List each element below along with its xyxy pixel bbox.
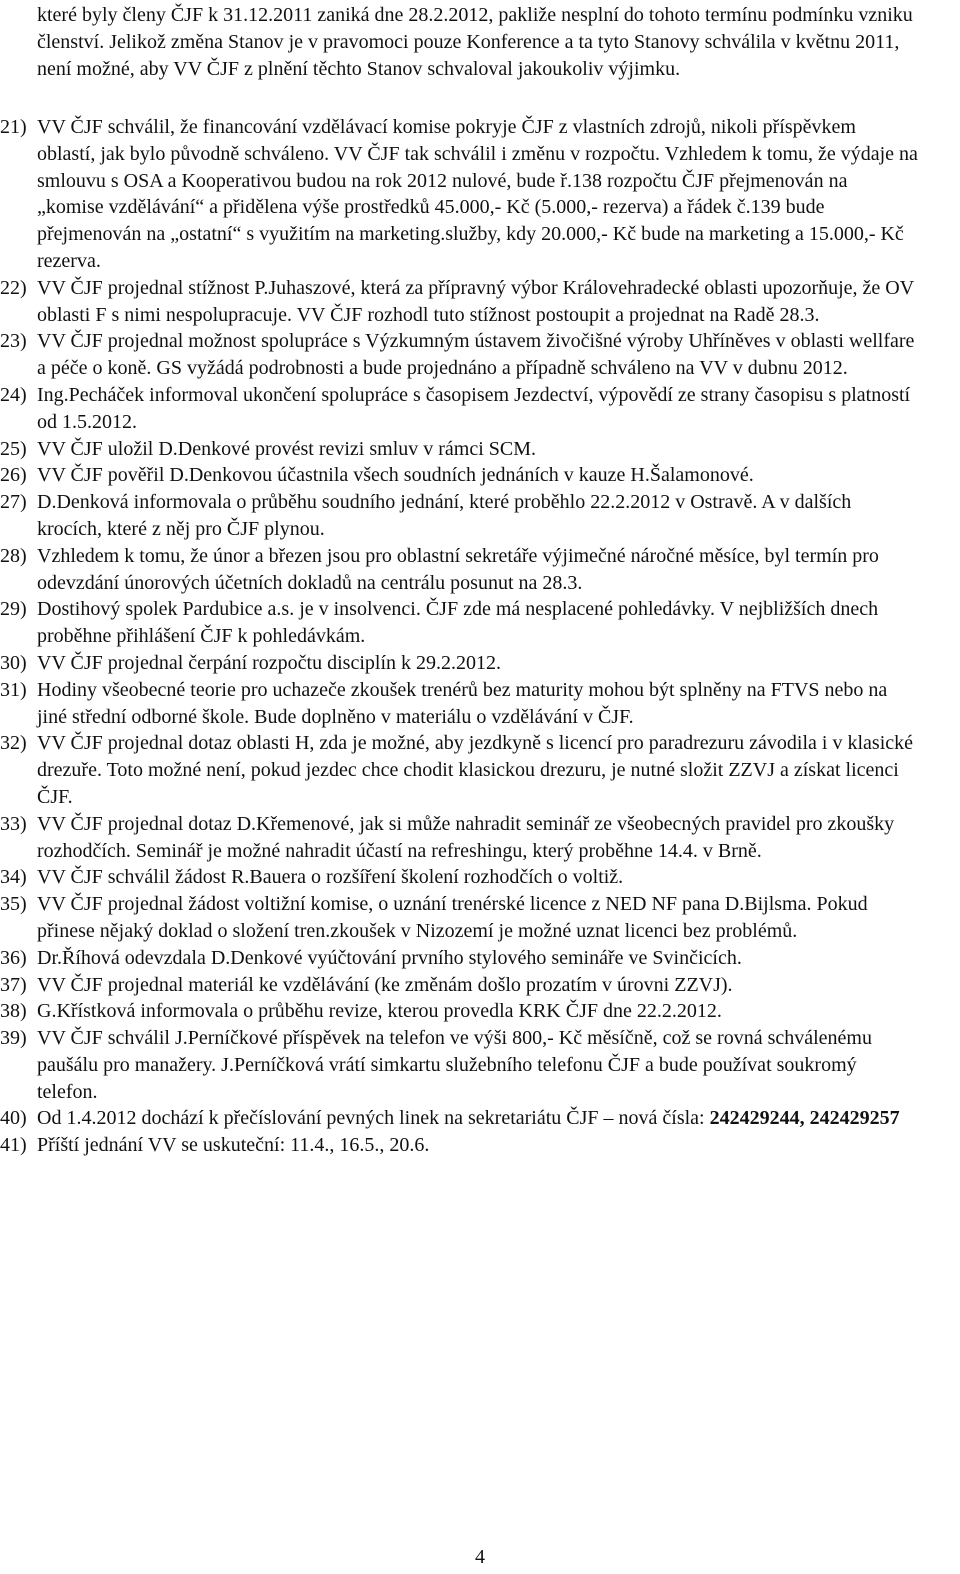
item-text: VV ČJF projednal materiál ke vzdělávání (ke změnám došlo prozatím v úrovni ZZVJ). — [37, 973, 733, 996]
item-text: Hodiny všeobecné teorie pro uchazeče zkoušek trenérů bez maturity mohou být splněny na FTVS nebo na jiné střední odborné škole. Bude doplněno v materiálu o vzdělávání v ČJF. — [37, 678, 888, 728]
item-text: G.Křístková informovala o průběhu revize, kterou provedla KRK ČJF dne 22.2.2012. — [37, 1000, 722, 1023]
item-number: 40) — [0, 1107, 27, 1130]
item-text — [37, 1105, 918, 1132]
list-item — [0, 543, 922, 597]
item-number: 31) — [0, 678, 27, 701]
item-text: VV ČJF projednal dotaz oblasti H, zda je možné, aby jezdkyně s licencí pro paradrezuru závodila i v klasické drezuře. Toto možné není, pokud jezdec chce chodit klasickou drezuru, je nutné složit ZZVJ a získat licenci ČJF. — [37, 732, 914, 808]
list-item — [0, 489, 922, 543]
item-text-plain: Od 1.4.2012 dochází k přečíslování pevných linek na sekretariátu ČJF – nová čísla: — [37, 1107, 710, 1130]
page-number: 4 — [475, 1546, 485, 1568]
item-number: 21) — [0, 116, 27, 138]
item-text: VV ČJF projednal žádost voltižní komise, o uznání trenérské licence z NED NF pana D.Bijlsma. Pokud přinese nějaký doklad o složení tren.zkoušek v Nizozemí je možné uznat licenci bez problémů. — [37, 893, 868, 942]
list-item — [0, 730, 922, 810]
minutes-list — [0, 114, 960, 1159]
list-item — [0, 998, 922, 1025]
item-number: 25) — [0, 437, 27, 460]
item-number: 32) — [0, 732, 27, 755]
list-item — [0, 945, 922, 972]
item-text: VV ČJF uložil D.Denkové provést revizi smluv v rámci SCM. — [37, 437, 537, 460]
item-text: Dostihový spolek Pardubice a.s. je v insolvenci. ČJF zde má nesplacené pohledávky. V nejbližších dnech proběhne přihlášení ČJF k pohledávkám. — [37, 598, 879, 648]
item-text: VV ČJF projednal dotaz D.Křemenové, jak si může nahradit seminář ze všeobecných pravidel pro zkoušky rozhodčích. Seminář je možné nahradit účastí na refreshingu, který proběhne 14.4. v Brně. — [37, 812, 895, 862]
list-item — [0, 677, 922, 731]
item-number: 26) — [0, 464, 27, 487]
item-number: 36) — [0, 946, 27, 969]
item-number: 37) — [0, 973, 27, 996]
item-text: VV ČJF pověřil D.Denkovou účastnila všech soudních jednáních v kauze H.Šalamonové. — [37, 464, 754, 487]
intro-paragraph: které byly členy ČJF k 31.12.2011 zaniká dne 28.2.2012, pakliže nesplní do tohoto termínu podmínku vzniku členství. Jelikož změna Stanov je v pravomoci pouze Konference a ta tyto Stanovy schválila v květnu 2011, není možné, aby VV ČJF z plnění těchto Stanov schvaloval jakoukoliv výjimku. — [37, 4, 913, 80]
item-text: Ing.Pecháček informoval ukončení spolupráce s časopisem Jezdectví, výpovědí ze strany časopisu s platností od 1.5.2012. — [37, 383, 911, 433]
list-item — [0, 1105, 922, 1132]
item-number: 34) — [0, 866, 27, 889]
item-number: 38) — [0, 1000, 27, 1023]
list-item — [0, 650, 922, 677]
item-number: 28) — [0, 544, 27, 567]
list-item — [0, 275, 922, 329]
item-text: Vzhledem k tomu, že únor a březen jsou pro oblastní sekretáře výjimečné náročné měsíce, byl termín pro odevzdání únorových účetních dokladů na centrálu posunut na 28.3. — [37, 544, 879, 594]
item-number: 33) — [0, 812, 27, 835]
item-text: Dr.Říhová odevzdala D.Denkové vyúčtování prvního stylového semináře ve Svinčicích. — [37, 946, 742, 969]
list-item — [0, 891, 922, 945]
list-item — [0, 1025, 922, 1105]
list-item — [0, 1132, 922, 1159]
item-number: 23) — [0, 330, 27, 353]
list-item — [0, 596, 922, 650]
list-item — [0, 436, 922, 463]
item-text: VV ČJF schválil žádost R.Bauera o rozšíření školení rozhodčích o voltiž. — [37, 866, 624, 889]
list-item — [0, 811, 922, 865]
list-item — [0, 864, 922, 891]
list-item — [0, 382, 922, 436]
item-text: VV ČJF schválil J.Perníčkové příspěvek na telefon ve výši 800,- Kč měsíčně, což se rovná schválenému paušálu pro manažery. J.Perníčková vrátí simkartu služebního telefonu ČJF a bude používat soukromý telefon. — [37, 1027, 872, 1103]
item-text: VV ČJF projednal čerpání rozpočtu disciplín k 29.2.2012. — [37, 651, 502, 674]
item-number: 41) — [0, 1134, 27, 1157]
item-text: VV ČJF schválil, že financování vzdělávací komise pokryje ČJF z vlastních zdrojů, nikoli příspěvkem oblastí, jak bylo původně schváleno. VV ČJF tak schválil i změnu v rozpočtu. Vzhledem k tomu, že výdaje na smlouvu s OSA a Kooperativou budou na rok 2012 nulové, bude ř.138 rozpočtu ČJF přejmenován na „komise vzdělávání“ a přidělena výše prostředků 45.000,- Kč (5.000,- rezerva) a řádek č.139 bude přejmenován na „ostatní“ s využitím na marketing.služby, kdy 20.000,- Kč bude na marketing a 15.000,- Kč rezerva. — [37, 116, 918, 272]
item-text: VV ČJF projednal stížnost P.Juhaszové, která za přípravný výbor Královehradecké oblasti upozorňuje, že OV oblasti F s nimi nespolupracuje. VV ČJF rozhodl tuto stížnost postoupit a projednat na Radě 28.3. — [37, 276, 914, 326]
phone-numbers: 242429244, 242429257 — [709, 1107, 900, 1130]
list-item — [0, 328, 922, 382]
item-number: 27) — [0, 491, 27, 514]
item-text: Příští jednání VV se uskuteční: 11.4., 16.5., 20.6. — [37, 1134, 430, 1157]
item-number: 24) — [0, 383, 27, 406]
list-item — [0, 114, 922, 275]
item-text: VV ČJF projednal možnost spolupráce s Výzkumným ústavem živočišné výroby Uhříněves v oblasti wellfare a péče o koně. GS vyžádá podrobnosti a bude projednáno a případně schváleno na VV v dubnu 2012. — [37, 330, 915, 380]
item-number: 29) — [0, 598, 27, 621]
item-number: 22) — [0, 276, 27, 299]
item-number: 35) — [0, 893, 27, 916]
item-number: 39) — [0, 1027, 27, 1050]
list-item — [0, 462, 922, 489]
list-item — [0, 972, 922, 999]
item-text: D.Denková informovala o průběhu soudního jednání, které proběhlo 22.2.2012 v Ostravě. A v dalších krocích, které z něj pro ČJF plynou. — [37, 491, 852, 540]
item-number: 30) — [0, 651, 27, 674]
